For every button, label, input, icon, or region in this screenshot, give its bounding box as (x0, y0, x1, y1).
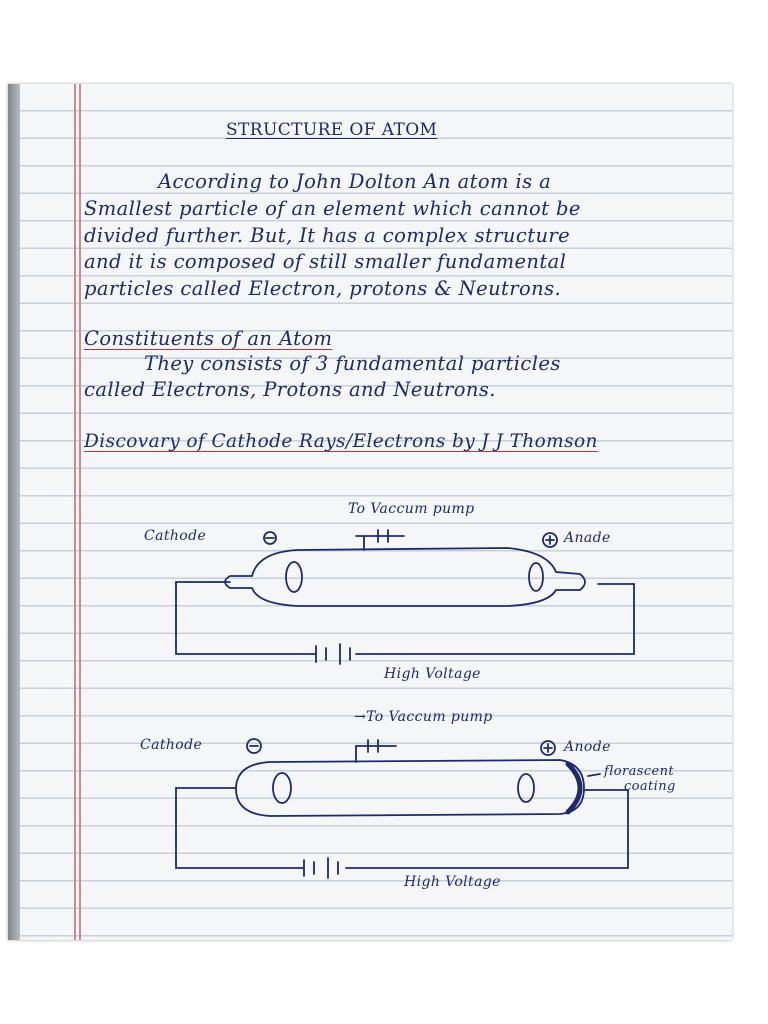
anode-electrode-2 (518, 774, 534, 802)
diagram1-cathode-label: Cathode (144, 528, 207, 544)
intro-line-5: particles called Electron, protons & Neutrons. (84, 277, 562, 300)
diagram2-anode-label: Anode (564, 739, 611, 755)
intro-line-3: divided further. But, It has a complex structure (84, 224, 571, 247)
notebook-page (8, 84, 732, 940)
constituents-line-1: They consists of 3 fundamental particles (144, 352, 561, 375)
diagram2-coating-label-1: florascent (604, 764, 675, 779)
intro-line-2: Smallest particle of an element which cannot be (84, 197, 581, 220)
diagram1-anode-label: Anade (564, 530, 611, 546)
vacuum-valve-2 (356, 740, 396, 762)
intro-line-1: According to John Dolton An atom is a (158, 170, 552, 193)
diagram1-voltage-label: High Voltage (384, 666, 481, 682)
diagram2-cathode-label: Cathode (140, 737, 203, 753)
battery-2 (304, 858, 338, 878)
section-heading-constituents: Constituents of an Atom (84, 327, 333, 350)
cathode-electrode-2 (273, 773, 291, 803)
page-title: STRUCTURE OF ATOM (226, 120, 438, 140)
diagram2-coating-label-2: coating (624, 779, 676, 794)
circuit-wire-2 (176, 788, 628, 868)
section-heading-discovery: Discovary of Cathode Rays/Electrons by J J Thomson (84, 431, 598, 452)
intro-line-4: and it is composed of still smaller fundamental (84, 250, 567, 273)
discharge-tube-2 (236, 760, 584, 816)
constituents-line-2: called Electrons, Protons and Neutrons. (84, 378, 496, 401)
diagram2-voltage-label: High Voltage (404, 874, 501, 890)
diagram1-pump-label: To Vaccum pump (348, 501, 475, 517)
cathode-ray-tube-diagram-2 (8, 84, 732, 940)
fluorescent-coating (568, 764, 580, 812)
diagram2-pump-label: →To Vaccum pump (354, 709, 493, 725)
